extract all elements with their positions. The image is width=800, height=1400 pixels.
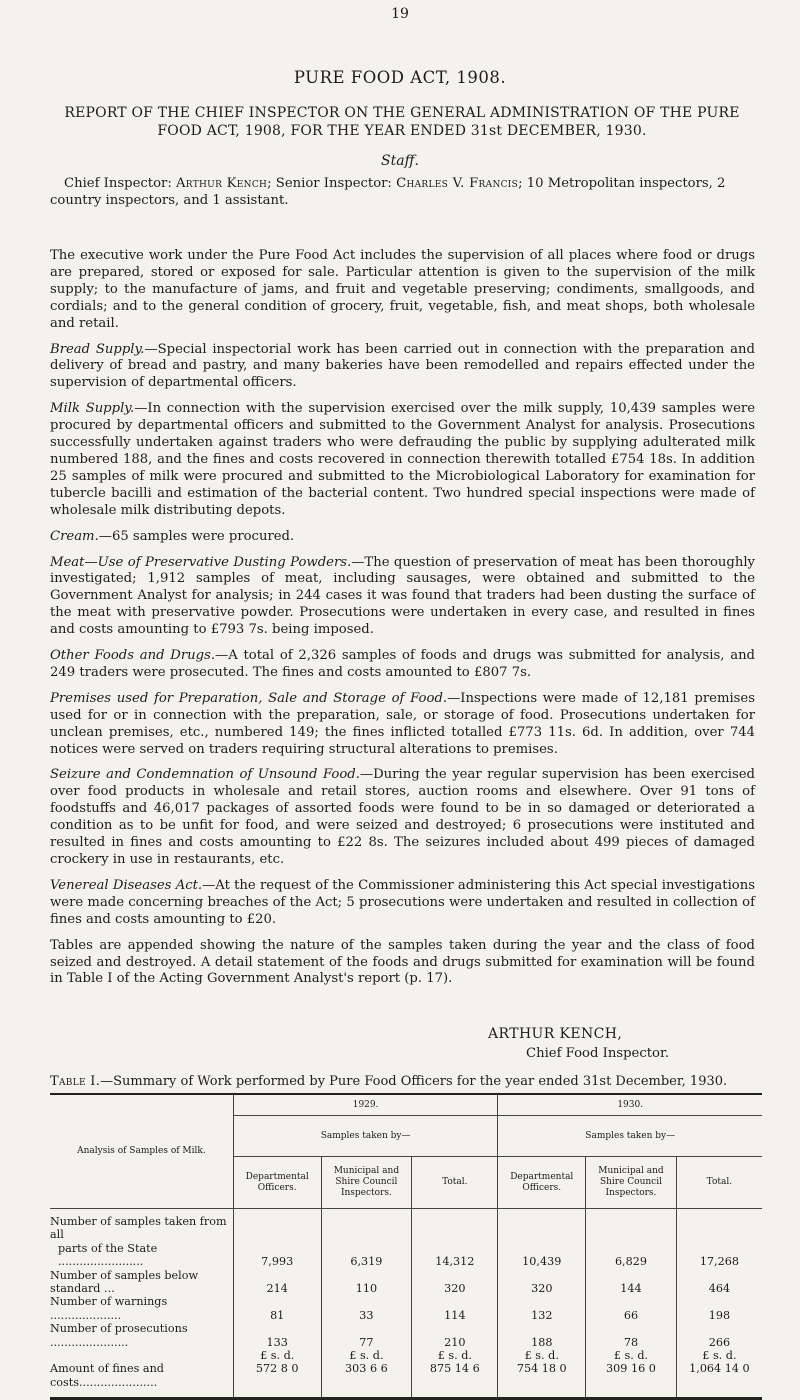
row-label-line [50, 1269, 230, 1296]
paragraph-heading: Cream. [50, 528, 99, 544]
table-cell: 133 [233, 1322, 321, 1349]
table-cell: 754 18 0 [498, 1362, 586, 1397]
paragraph-heading: Bread Supply. [50, 341, 145, 357]
paragraph-heading: Venereal Diseases Act. [50, 877, 203, 893]
table-cell: 320 [412, 1269, 498, 1296]
staff-rest: ; 10 Metropolitan inspectors, 2 country inspectors, and 1 assistant. [50, 176, 726, 208]
paragraph-text: Tables are appended showing the nature of the samples taken during the year and the class of food seized and destroyed. A detail statement of the foods and drugs submitted for examination will be found in Table I of the Acting Government Analyst's report (p. 17). [50, 937, 755, 987]
paragraph-text: —Inspections were made of 12,181 premises used for or in connection with the preparation, sale, or storage of food. Prosecutions undertaken for unclean premises, etc., numbered 149; the fines inflicted totalled £773 11s. 6d. In addition, over 744 notices were served on traders requiring structural alterations to premises. [50, 690, 756, 757]
units-cell: £ s. d. [586, 1349, 677, 1362]
table-cell: 309 16 0 [586, 1362, 677, 1397]
body-paragraph [50, 555, 755, 640]
paragraph-heading: Meat—Use of Preservative Dusting Powders. [50, 554, 352, 570]
row-label-text: Number of samples taken from all [50, 1215, 227, 1242]
row-label-line [50, 1322, 230, 1349]
row-label-text: parts of the State [58, 1241, 158, 1255]
table-cell: 14,312 [412, 1209, 498, 1269]
table-row [50, 1209, 762, 1269]
samples-by-1929: Samples taken by— [233, 1116, 498, 1157]
row-label [50, 1362, 233, 1397]
row-label-text: Amount of fines and costs [50, 1362, 164, 1389]
chief-name: Arthur Kench [175, 176, 268, 191]
paragraph-text: —Special inspectorial work has been carried out in connection with the preparation and delivery of bread and pastry, and many bakeries have been remodelled and repairs effected under the supervision of departmental officers. [50, 341, 755, 391]
row-label-text: Number of samples below standard ... [50, 1268, 199, 1296]
body-paragraph [50, 648, 755, 682]
table-cell: 110 [321, 1269, 412, 1296]
table-cell: 572 8 0 [233, 1362, 321, 1397]
table-cell: 144 [586, 1269, 677, 1296]
col-muni-1929: Municipal and Shire Council Inspectors. [321, 1157, 412, 1209]
body-paragraph [50, 938, 755, 989]
row-label [50, 1269, 233, 1296]
table-caption [50, 1074, 760, 1089]
paragraph-text: —The question of preservation of meat has been thoroughly investigated; 1,912 samples of meat, including sausages, were obtained and submitted to the Government Analyst for analysis; in 244 cases it was found that traders had been dusting the surface of the meat with preservative powder. Prosecutions were undertaken in every case, and resulted in fines and costs amounting to £793 7s. being imposed. [50, 554, 755, 638]
table-cell: 66 [586, 1295, 677, 1322]
paragraph-text: —In connection with the supervision exercised over the milk supply, 10,439 samples were procured by departmental officers and submitted to the Government Analyst for analysis. Prosecutions successfully undertaken against traders who were defrauding the public by supplying adulterated milk numbered 188, and the fines and costs recovered in connection therewith totalled £754 18s. In addition 25 samples of milk were procured and submitted to the Microbiological Laboratory for examination for tubercle bacilli and estimation of the bacterial content. Two hundred special inspections were made of wholesale milk distributing depots. [50, 401, 755, 518]
table-cell: 7,993 [233, 1209, 321, 1269]
table-cell: 464 [676, 1269, 762, 1296]
row-label-text: Number of prosecutions [50, 1322, 188, 1336]
table-row [50, 1362, 762, 1397]
table-cell: 33 [321, 1295, 412, 1322]
paragraph-text: —During the year regular supervision has been exercised over food products in wholesale and retail stores, auction rooms and elsewhere. Over 91 tons of foodstuffs and 46,017 packages of assorted foods were found to be in so damaged or deteriorated a condition as to be unfit for food, and were seized and destroyed; 6 prosecutions were instituted and resulted in fines and costs amounting to £22 8s. The seizures included about 499 pieces of damaged crockery in use in restaurants, etc. [50, 767, 756, 867]
units-cell: £ s. d. [676, 1349, 762, 1362]
senior-name: Charles V. Francis [396, 176, 519, 191]
row-label-line [50, 1242, 230, 1269]
table-row [50, 1322, 762, 1349]
table-cell: 1,064 14 0 [676, 1362, 762, 1397]
stub-header: Analysis of Samples of Milk. [50, 1095, 233, 1209]
col-dept-1929: Departmental Officers. [233, 1157, 321, 1209]
col-dept-1930: Departmental Officers. [498, 1157, 586, 1209]
units-cell: £ s. d. [321, 1349, 412, 1362]
units-cell: £ s. d. [412, 1349, 498, 1362]
leader-dots: ........................ [58, 1255, 144, 1269]
leader-dots: ...................... [78, 1375, 158, 1389]
table-cell: 875 14 6 [412, 1362, 498, 1397]
table-caption-text: —Summary of Work performed by Pure Food Officers for the year ended 31st December, 1930. [100, 1074, 728, 1089]
table-cell: 17,268 [676, 1209, 762, 1269]
summary-table [50, 1093, 762, 1400]
row-label-line [50, 1215, 230, 1242]
table-cell: 6,829 [586, 1209, 677, 1269]
paragraph-heading: Premises used for Preparation, Sale and Storage of Food. [50, 690, 448, 706]
row-label [50, 1209, 233, 1269]
table-cell: 6,319 [321, 1209, 412, 1269]
staff-text [50, 175, 755, 209]
table-cell: 114 [412, 1295, 498, 1322]
paragraph-heading: Other Foods and Drugs. [50, 648, 216, 664]
paragraph-text: —A total of 2,326 samples of foods and drugs was submitted for analysis, and 249 traders were prosecuted. The fines and costs amounted to £807 7s. [50, 648, 755, 680]
senior-label: ; Senior Inspector: [267, 176, 392, 191]
paragraph-text: —65 samples were procured. [98, 528, 295, 544]
samples-by-1930: Samples taken by— [498, 1116, 762, 1157]
table-cell: 10,439 [498, 1209, 586, 1269]
year-1929-header: 1929. [233, 1095, 498, 1116]
table-cell: 210 [412, 1322, 498, 1349]
table-cell: 303 6 6 [321, 1362, 412, 1397]
table-cell: 320 [498, 1269, 586, 1296]
paragraph-text: The executive work under the Pure Food Act includes the supervision of all places where food or drugs are prepared, stored or exposed for sale. Particular attention is given to the supervision of the milk supply; to the manufacture of jams, and fruit and vegetable preserving; condiments, smallgoods, and cordials; and to the general condition of grocery, fruit, vegetable, fish, and meat shops, both wholesale and retail. [50, 248, 755, 331]
paragraph-heading: Seizure and Condemnation of Unsound Food. [50, 767, 360, 783]
units-row [50, 1349, 762, 1362]
body-paragraph [50, 401, 755, 519]
row-label-line [50, 1295, 230, 1322]
body-paragraph [50, 767, 755, 868]
body-paragraph [50, 878, 755, 929]
signature-name: ARTHUR KENCH, [488, 1026, 623, 1042]
table-cell: 78 [586, 1322, 677, 1349]
col-muni-1930: Municipal and Shire Council Inspectors. [586, 1157, 677, 1209]
units-cell: £ s. d. [498, 1349, 586, 1362]
chief-label: Chief Inspector: [64, 176, 172, 191]
report-title: REPORT OF THE CHIEF INSPECTOR ON THE GENERAL ADMINISTRATION OF THE PURE FOOD ACT, 1908, FOR THE YEAR ENDED 31st DECEMBER, 1930. [64, 105, 740, 139]
body-paragraph [50, 342, 755, 393]
table-cell: 132 [498, 1295, 586, 1322]
col-total-1930: Total. [676, 1157, 762, 1209]
staff-heading: Staff. [381, 153, 419, 169]
table-row [50, 1269, 762, 1296]
table-cell: 198 [676, 1295, 762, 1322]
report-body [50, 248, 755, 997]
signature-title: Chief Food Inspector. [526, 1046, 670, 1061]
body-paragraph [50, 248, 755, 333]
table-cell: 81 [233, 1295, 321, 1322]
table-row [50, 1295, 762, 1322]
paragraph-text: —At the request of the Commissioner administering this Act special investigations were made concerning breaches of the Act; 5 prosecutions were undertaken and resulted in collection of fines and costs amounting to £20. [50, 877, 755, 927]
units-cell: £ s. d. [233, 1349, 321, 1362]
page-number: 19 [391, 6, 409, 22]
paragraph-heading: Milk Supply. [50, 401, 135, 417]
body-paragraph [50, 529, 755, 546]
table-cell: 77 [321, 1322, 412, 1349]
row-label [50, 1322, 233, 1349]
table-cell: 214 [233, 1269, 321, 1296]
leader-dots: ...................... [50, 1335, 129, 1349]
row-label [50, 1295, 233, 1322]
year-1930-header: 1930. [498, 1095, 762, 1116]
body-paragraph [50, 691, 755, 759]
act-title: PURE FOOD ACT, 1908. [293, 68, 507, 87]
table-cell: 188 [498, 1322, 586, 1349]
table-cell: 266 [676, 1322, 762, 1349]
leader-dots: .................... [50, 1308, 122, 1322]
units-row-label [50, 1349, 233, 1362]
col-total-1929: Total. [412, 1157, 498, 1209]
table-caption-lead: Table I. [50, 1074, 101, 1089]
row-label-text: Number of warnings [50, 1295, 168, 1309]
